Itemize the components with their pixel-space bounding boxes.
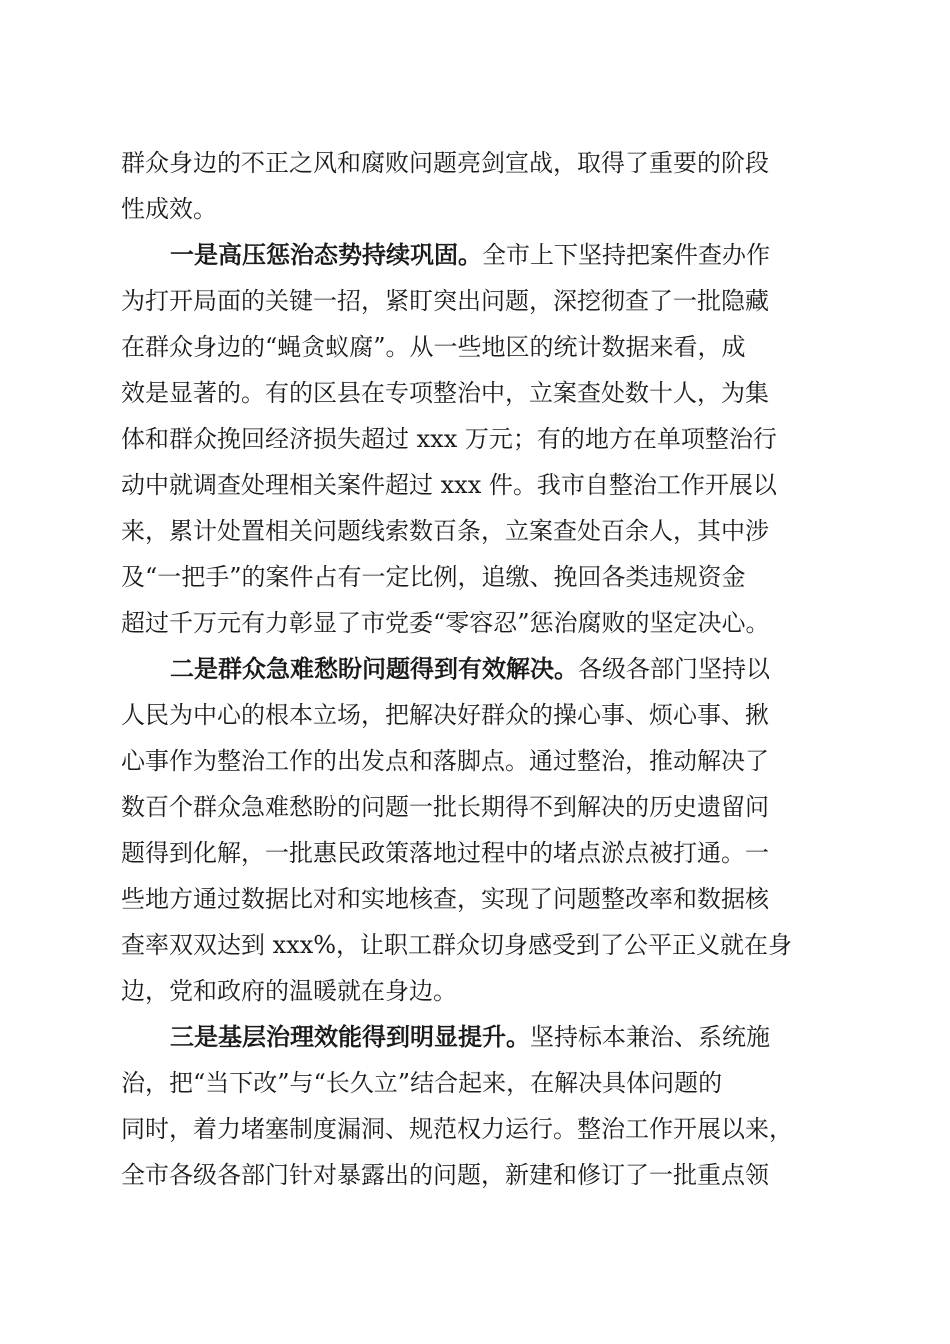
paragraph-lead-rest: 坚持标本兼治、系统施 <box>530 1023 770 1051</box>
text-line: 人民为中心的根本立场，把解决好群众的操心事、烦心事、揪 <box>121 701 769 729</box>
text-line: 效是显著的。有的区县在专项整治中，立案查处数十人，为集 <box>121 379 769 407</box>
paragraph-heading-line <box>170 654 770 684</box>
text-line: 些地方通过数据比对和实地核查，实现了问题整改率和数据核 <box>121 885 769 913</box>
paragraph-heading-line <box>170 1022 770 1052</box>
text-line: 体和群众挽回经济损失超过 xxx 万元；有的地方在单项整治行 <box>121 425 777 453</box>
text-line: 性成效。 <box>121 195 217 223</box>
paragraph-lead-rest: 各级各部门坚持以 <box>578 655 770 683</box>
text-line: 群众身边的不正之风和腐败问题亮剑宣战，取得了重要的阶段 <box>121 149 769 177</box>
text-line: 来，累计处置相关问题线索数百条，立案查处百余人，其中涉 <box>121 517 769 545</box>
paragraph-lead: 三是基层治理效能得到明显提升。 <box>170 1022 530 1051</box>
paragraph-lead-rest: 全市上下坚持把案件查办作 <box>482 241 770 269</box>
text-line: 在群众身边的“蝇贪蚁腐”。从一些地区的统计数据来看，成 <box>121 333 746 361</box>
text-line: 心事作为整治工作的出发点和落脚点。通过整治，推动解决了 <box>121 747 769 775</box>
text-line: 全市各级各部门针对暴露出的问题，新建和修订了一批重点领 <box>121 1161 769 1189</box>
text-line: 动中就调查处理相关案件超过 xxx 件。我市自整治工作开展以 <box>121 471 777 499</box>
paragraph-lead: 二是群众急难愁盼问题得到有效解决。 <box>170 654 578 683</box>
text-line: 超过千万元有力彰显了市党委“零容忍”惩治腐败的坚定决心。 <box>121 609 770 637</box>
text-line: 同时，着力堵塞制度漏洞、规范权力运行。整治工作开展以来， <box>121 1115 793 1143</box>
paragraph-heading-line <box>170 240 770 270</box>
text-line: 边，党和政府的温暖就在身边。 <box>121 977 457 1005</box>
text-line: 题得到化解，一批惠民政策落地过程中的堵点淤点被打通。一 <box>121 839 769 867</box>
text-line: 治，把“当下改”与“长久立”结合起来，在解决具体问题的 <box>121 1069 723 1097</box>
text-line: 数百个群众急难愁盼的问题一批长期得不到解决的历史遗留问 <box>121 793 769 821</box>
text-line: 及“一把手”的案件占有一定比例，追缴、挽回各类违规资金 <box>121 563 746 591</box>
paragraph-lead: 一是高压惩治态势持续巩固。 <box>170 240 482 269</box>
text-line: 为打开局面的关键一招，紧盯突出问题，深挖彻查了一批隐藏 <box>121 287 769 315</box>
text-line: 查率双双达到 xxx%，让职工群众切身感受到了公平正义就在身 <box>121 931 793 959</box>
